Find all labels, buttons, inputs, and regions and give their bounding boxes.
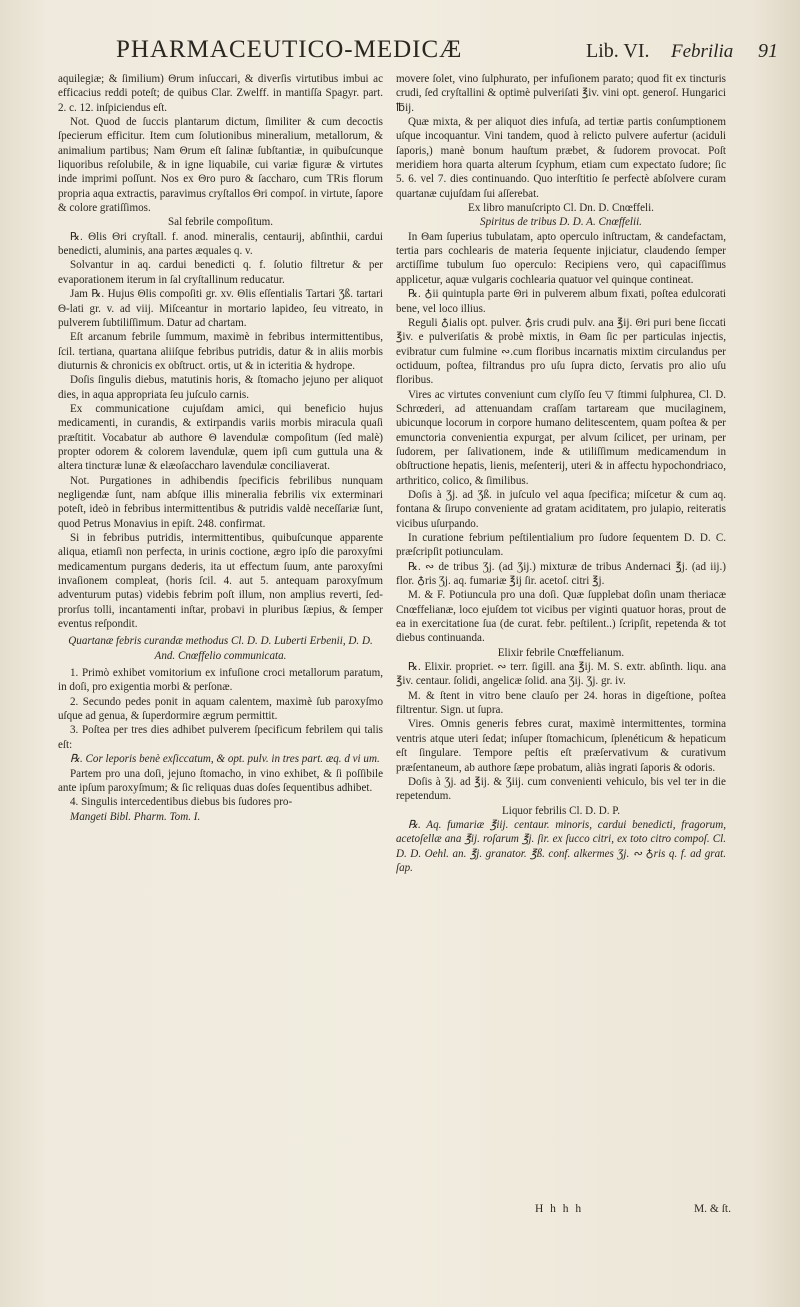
method-heading: Quartanæ febris curandæ methodus Cl. D. D. Luberti Erbenii, D. D. And. Cnœffelio communicata. bbox=[68, 635, 373, 662]
paragraph: Not. Purgationes in adhibendis ſpecificis febrilibus nunquam negligendæ ſunt, nam abſque illis mineralia febrilis vix exterminari poteſt, ideò in febribus intermittentibus & putridis valdè neceſſariæ ſunt, quod Petrus Monavius in epiſt. 248. confirmat. bbox=[58, 474, 383, 530]
paragraph: M. & F. Potiuncula pro una doſi. Quæ ſupplebat doſin unam theriacæ Cnœffelianæ, loco ejuſdem tot vicibus per viginti quatuor horas, prout de ea in exercitatione ſua (de curat. febr. peſtilent..) ſcripſit, repetenda & tot diebus continuanda. bbox=[396, 589, 726, 645]
section-title: Febrilia bbox=[671, 41, 734, 62]
recipe-title: Spiritus de tribus D. D. A. Cnœffelii. bbox=[480, 216, 642, 229]
paragraph: Quæ mixta, & per aliquot dies infuſa, ad tertiæ partis conſumptionem uſque incoquantur. Vini tandem, quod à relicto pulvere aufertur (aciduli ſaporis,) manè bonum hauſtum præbet, & ſudorem provocat. Poſt meridiem hora quarta alterum ſcyphum, etiam cum expectato ſudore; ſic 5. 6. vel 7. dies continuando. Quo interſtitio ſe perfectè abſolvere curam quartanæ cujuſdam ſui aſſerebat. bbox=[396, 116, 726, 200]
paragraph: Doſis à Ʒj. ad ℥ij. & Ʒiij. cum convenienti vehiculo, bis vel ter in die repetendum. bbox=[396, 775, 726, 803]
paragraph: In Θam ſuperius tubulatam, apto operculo inſtructam, & candefactam, tertia pars cochlearis de materia ſequente injiciatur, claudendo ſemper arctiſſime tubulum ſuo operculo: Recipiens vero, quì capaciſſimus applicetur, aquæ vulgaris cochlearia quatuor vel quinque contineat. bbox=[396, 230, 726, 286]
catchword: M. & ſt. bbox=[693, 1203, 731, 1215]
paragraph: Not. Quod de ſuccis plantarum dictum, ſimiliter & cum decoctis ſpecierum efficitur. Item cum ſolutionibus mineralium, metallorum, & animalium partibus; Nam Θrum eſt ſalinæ ſubſtantiæ, in quibuſcunque liquoribus reſolubile, & in igne liquabile, cui variæ figuræ & virtutes inde imprimi poſſunt. Nos ex Θro puro & ſaccharo, cum TRis florum propria aqua extractis, paravimus cryſtallos Θri compoſ. in virtute, ſapore & colore gratiſſimos. bbox=[58, 116, 383, 215]
paragraph: In curatione febrium peſtilentialium pro ſudore ſequentem D. D. C. præſcripſit potiunculam. bbox=[396, 532, 726, 559]
recipe-title: Liquor febrilis Cl. D. D. P. bbox=[501, 804, 621, 817]
numbered-step: 2. Secundo pedes ponit in aquam calentem, maximè ſub paroxyſmo uſque ad genua, & ſuperdormire ægrum permittit. bbox=[58, 695, 383, 723]
numbered-step: 4. Singulis intercedentibus diebus bis ſudores pro- bbox=[70, 796, 293, 809]
page-header bbox=[116, 36, 778, 66]
recipe-formula: ℞. Aq. fumariæ ℥iij. centaur. minoris, cardui benedicti, fragorum, acetoſellæ ana ℥ij. roſarum ℥j. ſir. ex ſucco citri, ex toto citro compoſ. Cl. D. D. Oehl. an. ℥j. granator. ℥ß. conf. alkermes Ʒj. ∾ ♁ris q. f. ad grat. ſap. bbox=[396, 818, 726, 874]
recipe-title: Sal febrile compoſitum. bbox=[167, 216, 274, 229]
recipe-formula: ℞. Θlis Θri cryſtall. f. anod. mineralis, centaurij, abſinthii, cardui benedicti, aluminis, ana partes æquales q. v. bbox=[58, 230, 383, 258]
right-text-column bbox=[396, 72, 726, 875]
paragraph: M. & ſtent in vitro bene clauſo per 24. horas in digeſtione, poſtea filtrentur. Sign. ut ſupra. bbox=[396, 689, 726, 717]
paragraph: Partem pro una doſi, jejuno ſtomacho, in vino exhibet, & ſi poſſibile ante ipſum paroxyſmum; & ſic reliquas duas doſes ſequentibus adhibet. bbox=[58, 767, 383, 794]
paragraph: Vires. Omnis generis febres curat, maximè intermittentes, tormina ventris atque uteri ſedat; inſuper ſtomachicum, ſplenéticum & hepaticum eſt ſingulare. Tempore peſtis eſt præſervativum & curativum præſentaneum, ab authore ſæpe probatum, aliàs ingrati ſaporis & odoris. bbox=[396, 718, 726, 774]
numbered-step: 1. Primò exhibet vomitorium ex infuſione croci metallorum paratum, in doſi, pro exigentia morbi & perſonæ. bbox=[58, 667, 383, 694]
paragraph: Eſt arcanum febrile ſummum, maximè in febribus intermittentibus, ſcil. tertiana, quartana aliiſque febribus putridis, datur & in aliis morbis diuturnis & chronicis ex obſtruct. ortis, ut & in icteritia & hydrope. bbox=[58, 331, 383, 372]
recipe-formula: ℞. ♁ii quintupla parte Θri in pulverem album fixati, poſtea edulcorati bene, vel loco illius. bbox=[396, 288, 726, 315]
recipe-title: Elixir febrile Cnœffelianum. bbox=[497, 646, 625, 659]
bottom-title-line: Mangeti Bibl. Pharm. Tom. I. bbox=[70, 810, 201, 823]
paragraph: aquilegiæ; & ſimilium) Θrum inſuccari, & diverſis virtutibus imbui ac efficacius reddi poteſt; de quibus Clar. Zwelff. in mantiſſa Spagyr. part. 2. c. 12. inſpiciendus eſt. bbox=[58, 73, 383, 114]
source-heading: Ex libro manuſcripto Cl. Dn. D. Cnœffeli. bbox=[468, 202, 654, 215]
page-footer bbox=[395, 1203, 735, 1223]
book-number: Lib. VI. bbox=[586, 40, 650, 62]
numbered-step: 3. Poſtea per tres dies adhibet pulverem ſpecificum febrilem qui talis eſt: bbox=[58, 724, 383, 751]
paragraph: Reguli ♁ialis opt. pulver. ♁ris crudi pulv. ana ℥ij. Θri puri bene ſiccati ℥iv. e pulveriſatis & probè mixtis, in Θam ſic per particulas injectis, evibratur cum fulmine ∾.cum floribus incarnatis mixtim circulandus per octiduum, poſtea, filtrandus pro uſu ſupra dicto, ſervatis pro alio uſu floribus. bbox=[396, 316, 726, 387]
paragraph: Ex communicatione cujuſdam amici, qui beneficio hujus medicamenti, in curandis, & extirpandis variis morbis miracula quaſi præſtitit. Vocabatur ab authore Θ lavendulæ compoſitum (ſed malè) propter odorem & colorem lavendulæ, quem ipſi cum guttula una & altera tincturæ lunæ & elæoſaccharo lavendulæ conciliaverat. bbox=[58, 402, 383, 473]
signature-mark: H h h h bbox=[535, 1203, 584, 1215]
paragraph: Doſis ſingulis diebus, matutinis horis, & ſtomacho jejuno per aliquot dies, in aqua appropriata ſeu juſculo carnis. bbox=[58, 374, 383, 401]
paragraph: Solvantur in aq. cardui benedicti q. f. ſolutio filtretur & per evaporationem iterum in ſal cryſtallinum reducatur. bbox=[58, 259, 383, 286]
paragraph: movere ſolet, vino ſulphurato, per infuſionem parato; quod fit ex tincturis crudi, ſed cryſtallini & optimè pulveriſati ℥iv. vini opt. generoſ. Hungarici ℔ij. bbox=[396, 73, 726, 114]
recipe-formula: ℞. Elixir. propriet. ∾ terr. ſigill. ana ℥ij. M. S. extr. abſinth. liqu. ana ℥iv. centaur. ſolidi, angelicæ ſolid. ana Ʒij. Ʒj. gr. iv. bbox=[396, 661, 726, 688]
page-number: 91 bbox=[758, 40, 778, 62]
running-title: PHARMACEUTICO-MEDICÆ bbox=[116, 36, 463, 63]
paragraph: Vires ac virtutes conveniunt cum clyſſo ſeu ▽ ſtimmi ſulphurea, Cl. D. Schrœderi, ad attenuandam craſſam tartaream que mucilaginem, ubicunque locorum in corpore humano delitescentem, quam poſtea & per emunctoria convenientia expurgat, per alvum ſcilicet, per urinam, per ſudorem, per ſalivationem, inde & utiliſſimum medicamendum in obſtructione hepatis, lienis, meſenterij, uteri & in affectu hypochondriaco, arthritico, colico, & ſimilibus. bbox=[396, 388, 726, 487]
paragraph: Si in febribus putridis, intermittentibus, quibuſcunque apparente aliqua, etiamſi non perfecta, in urinis coctione, ægro ipſo die paroxyſmi medicamentum purgans dederis, ita ut effectum ſuum, ante paroxyſmi invaſionem compleat, (horis ſcil. 4. aut 5. antequam paroxyſmum adventurum putas) videbis febrim poſt illum, non amplius reverti, ſed-prorſus tolli, incantamenti inſtar, probavi in pluribus ſæpius, & ſemper eventus reſpondit. bbox=[58, 532, 383, 631]
recipe-formula: ℞. ∾ de tribus Ʒj. (ad Ʒij.) mixturæ de tribus Andernaci ℥j. (ad iij.) flor. ♁ris Ʒj. aq. fumariæ ℥ij ſir. acetoſ. citri ℥j. bbox=[396, 560, 726, 588]
left-text-column bbox=[58, 72, 383, 824]
paragraph: Doſis à Ʒj. ad Ʒß. in juſculo vel aqua ſpecifica; miſcetur & cum aq. fontana & ſirupo conveniente ad gratam aciditatem, pro julapio, reiteratis vicibus uſurpando. bbox=[396, 488, 726, 530]
recipe-formula: ℞. Cor leporis benè exſiccatum, & opt. pulv. in tres part. æq. d vi um. bbox=[70, 753, 380, 766]
paragraph: Jam ℞. Hujus Θlis compoſiti gr. xv. Θlis eſſentialis Tartari Ʒß. tartari Θ-lati gr. v. ad viij. Miſceantur in mortario lapideo, ſeu vitreato, in pulverem ſubtiliſſimum. Datur ad chartam. bbox=[58, 288, 383, 329]
